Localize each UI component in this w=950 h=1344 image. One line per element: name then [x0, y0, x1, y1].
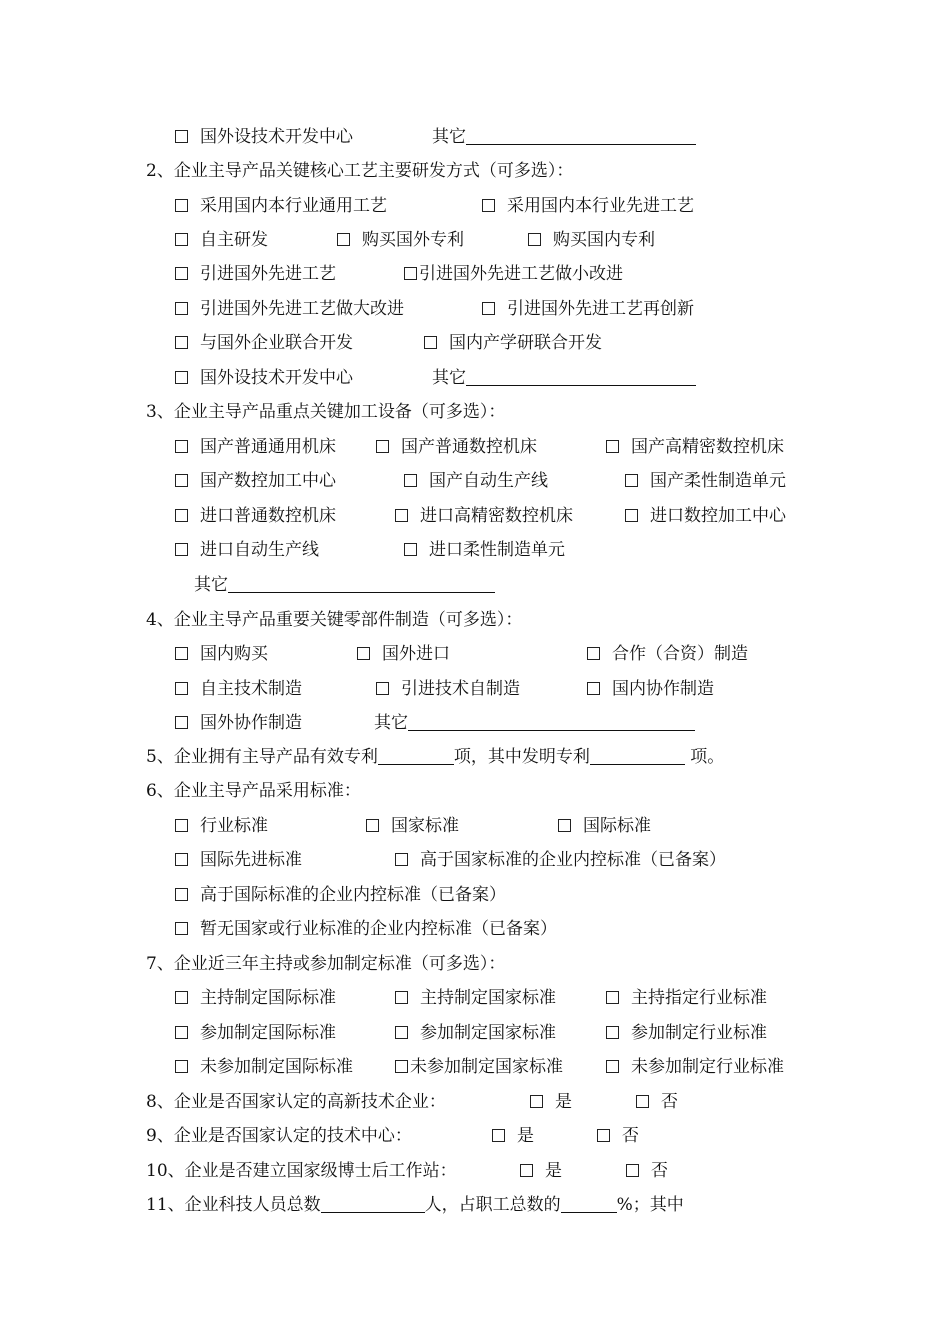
q7-option[interactable]: 参加制定行业标准	[606, 1020, 767, 1046]
checkbox-icon[interactable]	[175, 440, 188, 453]
q4-option[interactable]: 引进技术自制造	[376, 676, 520, 702]
q2-row-2	[0, 227, 950, 253]
q7-option[interactable]: 未参加制定国家标准	[395, 1054, 563, 1080]
checkbox-icon[interactable]	[175, 336, 188, 349]
checkbox-icon[interactable]	[482, 302, 495, 315]
checkbox-icon[interactable]	[175, 922, 188, 935]
q7-title: 7、企业近三年主持或参加制定标准（可多选）：	[146, 954, 506, 974]
q9-no-option[interactable]: 否	[597, 1123, 639, 1149]
checkbox-icon[interactable]	[175, 233, 188, 246]
checkbox-icon[interactable]	[636, 1095, 649, 1108]
q2-title-row	[0, 158, 950, 184]
checkbox-icon[interactable]	[337, 233, 350, 246]
checkbox-icon[interactable]	[558, 819, 571, 832]
q9-title: 9、企业是否国家认定的技术中心：	[146, 1126, 412, 1146]
q8-yes-option[interactable]: 是	[530, 1089, 572, 1115]
q9-row	[0, 1123, 950, 1149]
q2-row-5	[0, 330, 950, 356]
q3-option[interactable]: 进口普通数控机床	[175, 503, 336, 529]
q3-option[interactable]: 国产数控加工中心	[175, 468, 336, 494]
checkbox-icon[interactable]	[395, 1026, 408, 1039]
q2-row-1	[0, 193, 950, 219]
q6-option[interactable]: 行业标准	[175, 813, 268, 839]
checkbox-icon[interactable]	[395, 991, 408, 1004]
checkbox-icon[interactable]	[587, 647, 600, 660]
q2-option[interactable]: 采用国内本行业先进工艺	[482, 193, 694, 219]
q6-option[interactable]: 高于国际标准的企业内控标准（已备案）	[175, 882, 506, 908]
q10-title: 10、企业是否建立国家级博士后工作站：	[146, 1161, 457, 1181]
q2-row-6	[0, 365, 950, 391]
q2-option[interactable]: 购买国外专利	[337, 227, 464, 253]
q2-option[interactable]: 引进国外先进工艺再创新	[482, 296, 694, 322]
q2-option[interactable]: 引进国外先进工艺	[175, 261, 336, 287]
checkbox-icon[interactable]	[424, 336, 437, 349]
invention-patent-input[interactable]	[590, 746, 685, 765]
checkbox-icon[interactable]	[528, 233, 541, 246]
q3-option[interactable]: 进口柔性制造单元	[404, 537, 565, 563]
q3-option[interactable]: 国产普通数控机床	[376, 434, 537, 460]
checkbox-icon[interactable]	[492, 1129, 505, 1142]
q4-other-field[interactable]: 其它	[374, 710, 695, 736]
q8-row	[0, 1089, 950, 1115]
q7-row-3	[0, 1054, 950, 1080]
option-foreign-rd-center[interactable]: 国外设技术开发中心	[175, 124, 353, 150]
checkbox-icon[interactable]	[395, 509, 408, 522]
q4-option[interactable]: 国外进口	[357, 641, 450, 667]
q4-option[interactable]: 自主技术制造	[175, 676, 302, 702]
checkbox-icon[interactable]	[530, 1095, 543, 1108]
checkbox-icon[interactable]	[175, 371, 188, 384]
q2-option[interactable]: 与国外企业联合开发	[175, 330, 353, 356]
checkbox-icon[interactable]	[175, 853, 188, 866]
q6-option[interactable]: 国际标准	[558, 813, 651, 839]
checkbox-icon[interactable]	[626, 1164, 639, 1177]
q1-tail-row	[0, 124, 950, 150]
checkbox-icon[interactable]	[520, 1164, 533, 1177]
q10-no-option[interactable]: 否	[626, 1158, 668, 1184]
q3-row-3	[0, 503, 950, 529]
q6-title-row	[0, 778, 950, 804]
q4-row-3	[0, 710, 950, 736]
checkbox-icon[interactable]	[175, 1026, 188, 1039]
q3-title-row	[0, 399, 950, 425]
q2-option[interactable]: 采用国内本行业通用工艺	[175, 193, 387, 219]
q7-option[interactable]: 参加制定国家标准	[395, 1020, 556, 1046]
checkbox-icon[interactable]	[404, 543, 417, 556]
q3-option[interactable]: 国产自动生产线	[404, 468, 548, 494]
q3-option[interactable]: 进口自动生产线	[175, 537, 319, 563]
q3-option[interactable]: 进口数控加工中心	[625, 503, 786, 529]
checkbox-icon[interactable]	[175, 474, 188, 487]
q2-option[interactable]: 自主研发	[175, 227, 268, 253]
checkbox-icon[interactable]	[587, 682, 600, 695]
q6-row-3	[0, 882, 950, 908]
q6-title: 6、企业主导产品采用标准：	[146, 781, 361, 801]
q6-row-2	[0, 847, 950, 873]
q2-title: 2、企业主导产品关键核心工艺主要研发方式（可多选）：	[146, 161, 574, 181]
q10-row	[0, 1158, 950, 1184]
q7-title-row	[0, 951, 950, 977]
q3-row-1	[0, 434, 950, 460]
q4-option[interactable]: 国外协作制造	[175, 710, 302, 736]
q3-title: 3、企业主导产品重点关键加工设备（可多选）：	[146, 402, 506, 422]
q7-row-1	[0, 985, 950, 1011]
q4-row-1	[0, 641, 950, 667]
checkbox-icon[interactable]	[175, 267, 188, 280]
checkbox-icon[interactable]	[597, 1129, 610, 1142]
q3-other-input[interactable]	[228, 574, 495, 593]
q10-yes-option[interactable]: 是	[520, 1158, 562, 1184]
q2-other-input[interactable]	[466, 367, 696, 386]
q7-option[interactable]: 参加制定国际标准	[175, 1020, 336, 1046]
checkbox-icon[interactable]	[606, 440, 619, 453]
q8-no-option[interactable]: 否	[636, 1089, 678, 1115]
checkbox-icon[interactable]	[175, 302, 188, 315]
q7-option[interactable]: 主持制定国际标准	[175, 985, 336, 1011]
tech-staff-ratio-input[interactable]	[561, 1194, 617, 1213]
checkbox-icon[interactable]	[606, 1026, 619, 1039]
q7-row-2	[0, 1020, 950, 1046]
q3-other-field[interactable]: 其它	[194, 572, 495, 598]
q4-option[interactable]: 国内协作制造	[587, 676, 714, 702]
q4-row-2	[0, 676, 950, 702]
q7-option[interactable]: 未参加制定行业标准	[606, 1054, 784, 1080]
q4-other-input[interactable]	[408, 712, 695, 731]
q2-option[interactable]: 引进国外先进工艺做大改进	[175, 296, 404, 322]
q6-row-4	[0, 916, 950, 942]
q6-option[interactable]: 国际先进标准	[175, 847, 302, 873]
patent-count-input[interactable]	[378, 746, 454, 765]
q11-question: 11、企业科技人员总数 人，占职工总数的 %；其中	[146, 1195, 684, 1215]
q8-title: 8、企业是否国家认定的高新技术企业：	[146, 1092, 446, 1112]
q4-title: 4、企业主导产品重要关键零部件制造（可多选）：	[146, 610, 523, 630]
checkbox-icon[interactable]	[395, 853, 408, 866]
q3-option[interactable]: 国产柔性制造单元	[625, 468, 786, 494]
q9-yes-option[interactable]: 是	[492, 1123, 534, 1149]
q3-row-2	[0, 468, 950, 494]
q6-option[interactable]: 高于国家标准的企业内控标准（已备案）	[395, 847, 726, 873]
checkbox-icon[interactable]	[395, 1060, 408, 1073]
q2-row-3	[0, 261, 950, 287]
q2-row-4	[0, 296, 950, 322]
checkbox-icon[interactable]	[175, 888, 188, 901]
q6-row-1	[0, 813, 950, 839]
checkbox-icon[interactable]	[404, 267, 417, 280]
q3-option[interactable]: 进口高精密数控机床	[395, 503, 573, 529]
q6-option[interactable]: 国家标准	[366, 813, 459, 839]
checkbox-icon[interactable]	[175, 716, 188, 729]
q11-row	[0, 1192, 950, 1218]
checkbox-icon[interactable]	[376, 682, 389, 695]
q6-option[interactable]: 暂无国家或行业标准的企业内控标准（已备案）	[175, 916, 557, 942]
checkbox-icon[interactable]	[482, 199, 495, 212]
checkbox-icon[interactable]	[175, 199, 188, 212]
q2-option[interactable]: 国内产学研联合开发	[424, 330, 602, 356]
q7-option[interactable]: 主持指定行业标准	[606, 985, 767, 1011]
q5-question: 5、企业拥有主导产品有效专利 项，其中发明专利 项。	[146, 747, 725, 767]
q3-row-4	[0, 537, 950, 563]
tech-staff-count-input[interactable]	[321, 1194, 425, 1213]
checkbox-icon[interactable]	[606, 1060, 619, 1073]
checkbox-icon[interactable]	[175, 1060, 188, 1073]
q7-option[interactable]: 未参加制定国际标准	[175, 1054, 353, 1080]
checkbox-icon[interactable]	[175, 130, 188, 143]
checkbox-icon[interactable]	[376, 440, 389, 453]
q4-option[interactable]: 合作（合资）制造	[587, 641, 748, 667]
other-input[interactable]	[466, 126, 696, 145]
checkbox-icon[interactable]	[357, 647, 370, 660]
checkbox-icon[interactable]	[366, 819, 379, 832]
checkbox-icon[interactable]	[175, 509, 188, 522]
q2-other-field[interactable]: 其它	[432, 365, 696, 391]
checkbox-icon[interactable]	[404, 474, 417, 487]
q4-option[interactable]: 国内购买	[175, 641, 268, 667]
checkbox-icon[interactable]	[625, 474, 638, 487]
q2-option[interactable]: 购买国内专利	[528, 227, 655, 253]
q5-row	[0, 744, 950, 770]
q4-title-row	[0, 607, 950, 633]
checkbox-icon[interactable]	[175, 543, 188, 556]
checkbox-icon[interactable]	[175, 991, 188, 1004]
checkbox-icon[interactable]	[625, 509, 638, 522]
q7-option[interactable]: 主持制定国家标准	[395, 985, 556, 1011]
other-field[interactable]: 其它	[432, 124, 696, 150]
q2-option[interactable]: 国外设技术开发中心	[175, 365, 353, 391]
checkbox-icon[interactable]	[606, 991, 619, 1004]
q3-other-row	[0, 572, 950, 598]
q3-option[interactable]: 国产高精密数控机床	[606, 434, 784, 460]
q3-option[interactable]: 国产普通通用机床	[175, 434, 336, 460]
checkbox-icon[interactable]	[175, 682, 188, 695]
q2-option[interactable]: 引进国外先进工艺做小改进	[404, 261, 623, 287]
checkbox-icon[interactable]	[175, 819, 188, 832]
checkbox-icon[interactable]	[175, 647, 188, 660]
